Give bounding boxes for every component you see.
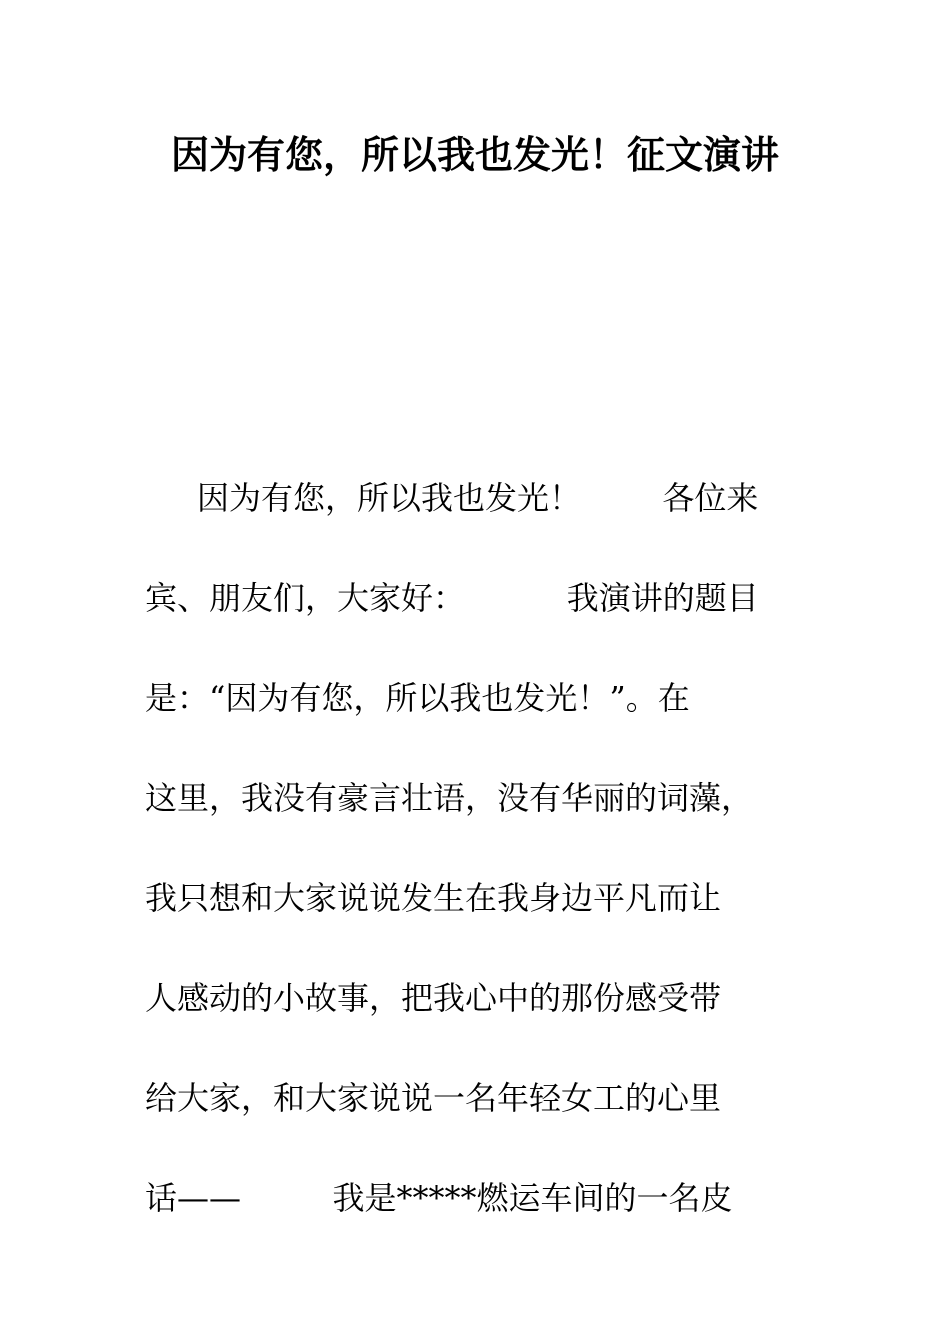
body-line-5: 我只想和大家说说发生在我身边平凡而让: [145, 879, 722, 917]
body-line-3: 是：“因为有您，所以我也发光！”。在: [145, 679, 690, 717]
body-line-8: 话—— 我是*****燃运车间的一名皮: [145, 1179, 733, 1217]
body-line-1: 因为有您，所以我也发光！ 各位来: [197, 479, 759, 517]
body-line-4: 这里，我没有豪言壮语，没有华丽的词藻，: [145, 779, 754, 817]
body-line-7: 给大家，和大家说说一名年轻女工的心里: [145, 1079, 722, 1117]
body-line-2: 宾、朋友们，大家好： 我演讲的题目: [145, 579, 759, 617]
document-title: 因为有您，所以我也发光！征文演讲: [170, 132, 779, 177]
body-line-6: 人感动的小故事，把我心中的那份感受带: [145, 979, 722, 1017]
